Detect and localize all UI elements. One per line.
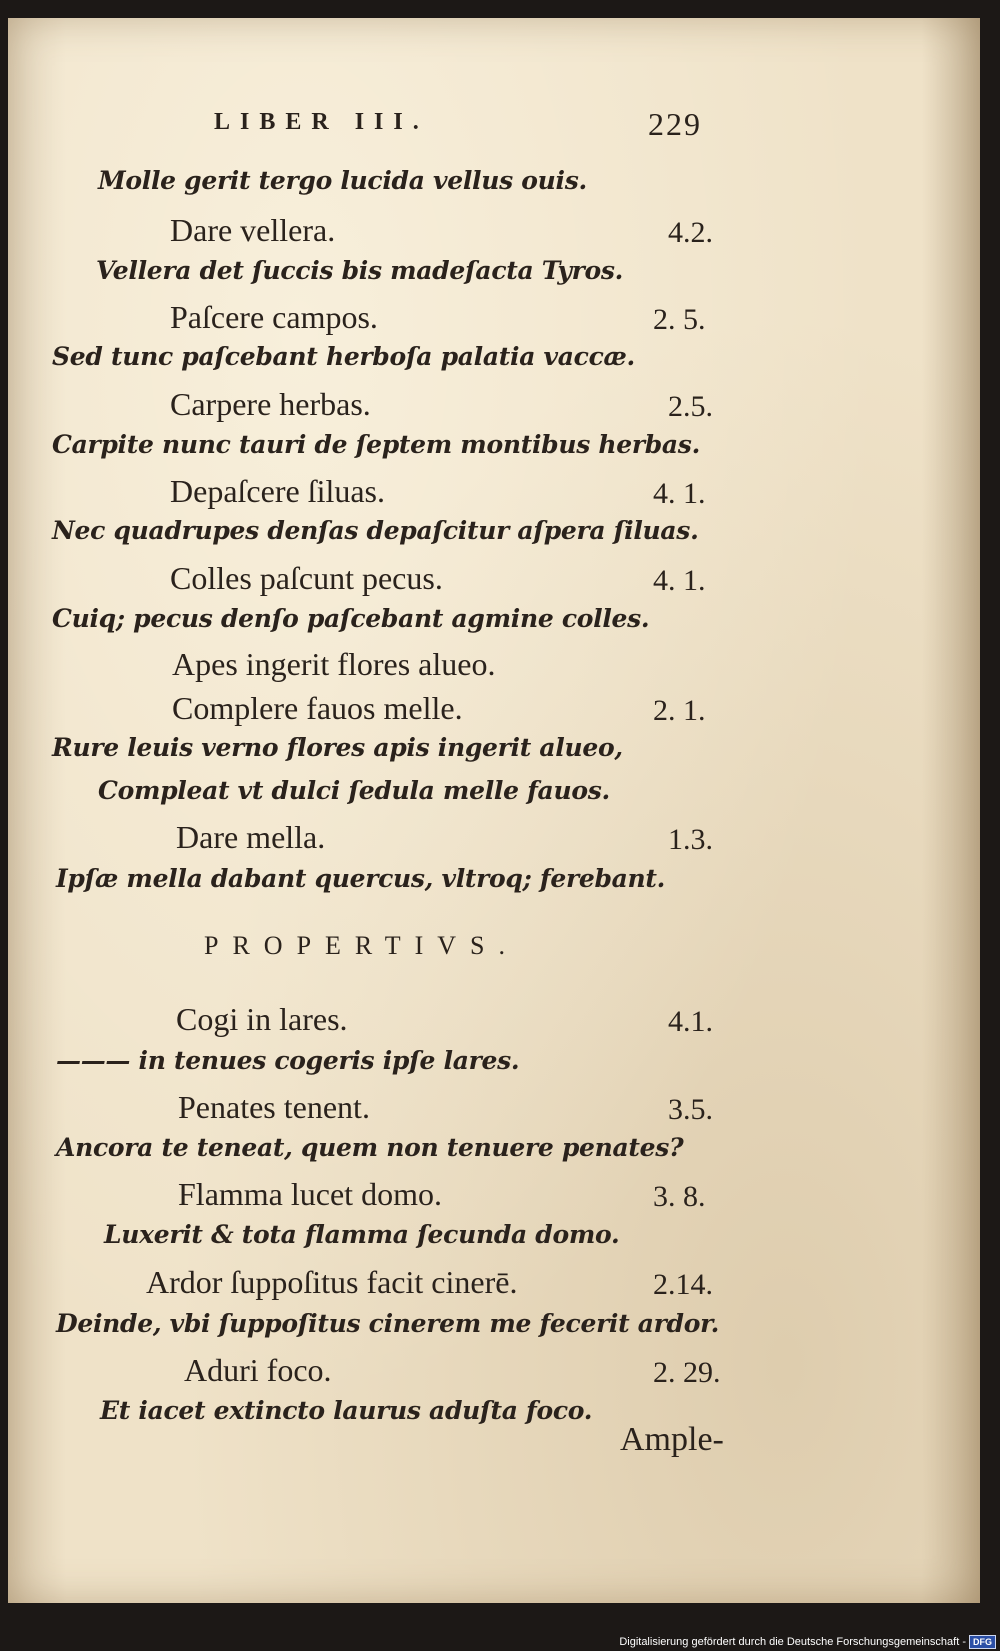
reference-number: 2. 29. <box>653 1356 721 1389</box>
phrase-heading: Paſcere campos. <box>170 299 378 335</box>
quotation-line: Et iacet extincto laurus aduſta foco. <box>100 1396 593 1425</box>
reference-number: 2.14. <box>653 1268 713 1301</box>
phrase-heading: Cogi in lares. <box>176 1001 348 1037</box>
phrase-heading: Flamma lucet domo. <box>178 1176 442 1212</box>
quotation-line: Luxerit & tota flamma ſecunda domo. <box>104 1220 620 1249</box>
quotation-line: Compleat vt dulci ſedula melle fauos. <box>98 776 610 805</box>
reference-number: 1.3. <box>668 823 713 856</box>
reference-number: 4.1. <box>668 1005 713 1038</box>
quotation-line: Vellera det ſuccis bis madeſacta Tyros. <box>96 256 623 285</box>
phrase-heading: Colles paſcunt pecus. <box>170 560 443 596</box>
running-title: LIBER III. <box>214 109 429 135</box>
phrase-heading: Carpere herbas. <box>170 386 371 422</box>
reference-number: 4. 1. <box>653 564 706 597</box>
quotation-line: Rure leuis verno flores apis ingerit alueo, <box>52 733 623 762</box>
reference-number: 2. 5. <box>653 303 706 336</box>
book-page <box>8 18 980 1603</box>
phrase-heading: Dare vellera. <box>170 212 336 248</box>
reference-number: 2.5. <box>668 390 713 423</box>
digitization-credit <box>619 1635 996 1649</box>
quotation-line: Ipſæ mella dabant quercus, vltroq; ferebant. <box>56 864 666 893</box>
phrase-heading: Ardor ſuppoſitus facit cinerē. <box>146 1264 518 1300</box>
quotation-line: Deinde, vbi ſuppoſitus cinerem me fecerit ardor. <box>56 1309 720 1338</box>
quotation-line: Nec quadrupes denſas depaſcitur aſpera ſiluas. <box>52 516 699 545</box>
quotation-line: Sed tunc paſcebant herboſa palatia vaccæ. <box>52 342 635 371</box>
phrase-heading: Penates tenent. <box>178 1089 370 1125</box>
dfg-logo: DFG <box>969 1635 996 1649</box>
reference-number: 3.5. <box>668 1093 713 1126</box>
phrase-heading: Dare mella. <box>176 819 326 855</box>
reference-number: 3. 8. <box>653 1180 706 1213</box>
reference-number: 4.2. <box>668 216 713 249</box>
phrase-heading: Complere fauos melle. <box>172 690 463 726</box>
reference-number: 4. 1. <box>653 477 706 510</box>
quotation-line: Cuiq; pecus denſo paſcebant agmine colles. <box>52 604 650 633</box>
catchword: Ample- <box>620 1421 724 1458</box>
quotation-line: Molle gerit tergo lucida vellus ouis. <box>98 166 587 195</box>
phrase-heading: Depaſcere ſiluas. <box>170 473 385 509</box>
phrase-heading: Aduri foco. <box>184 1352 332 1388</box>
page-number: 229 <box>648 106 702 142</box>
quotation-line: Ancora te teneat, quem non tenuere penates? <box>56 1133 684 1162</box>
page-text <box>8 18 980 1603</box>
credit-text: Digitalisierung gefördert durch die Deutsche Forschungsgemeinschaft - <box>619 1636 966 1648</box>
reference-number: 2. 1. <box>653 694 706 727</box>
phrase-heading: Apes ingerit flores alueo. <box>172 646 496 682</box>
quotation-line: ——— in tenues cogeris ipſe lares. <box>56 1046 520 1075</box>
section-heading: PROPERTIVS. <box>204 931 519 960</box>
quotation-line: Carpite nunc tauri de ſeptem montibus herbas. <box>52 430 700 459</box>
